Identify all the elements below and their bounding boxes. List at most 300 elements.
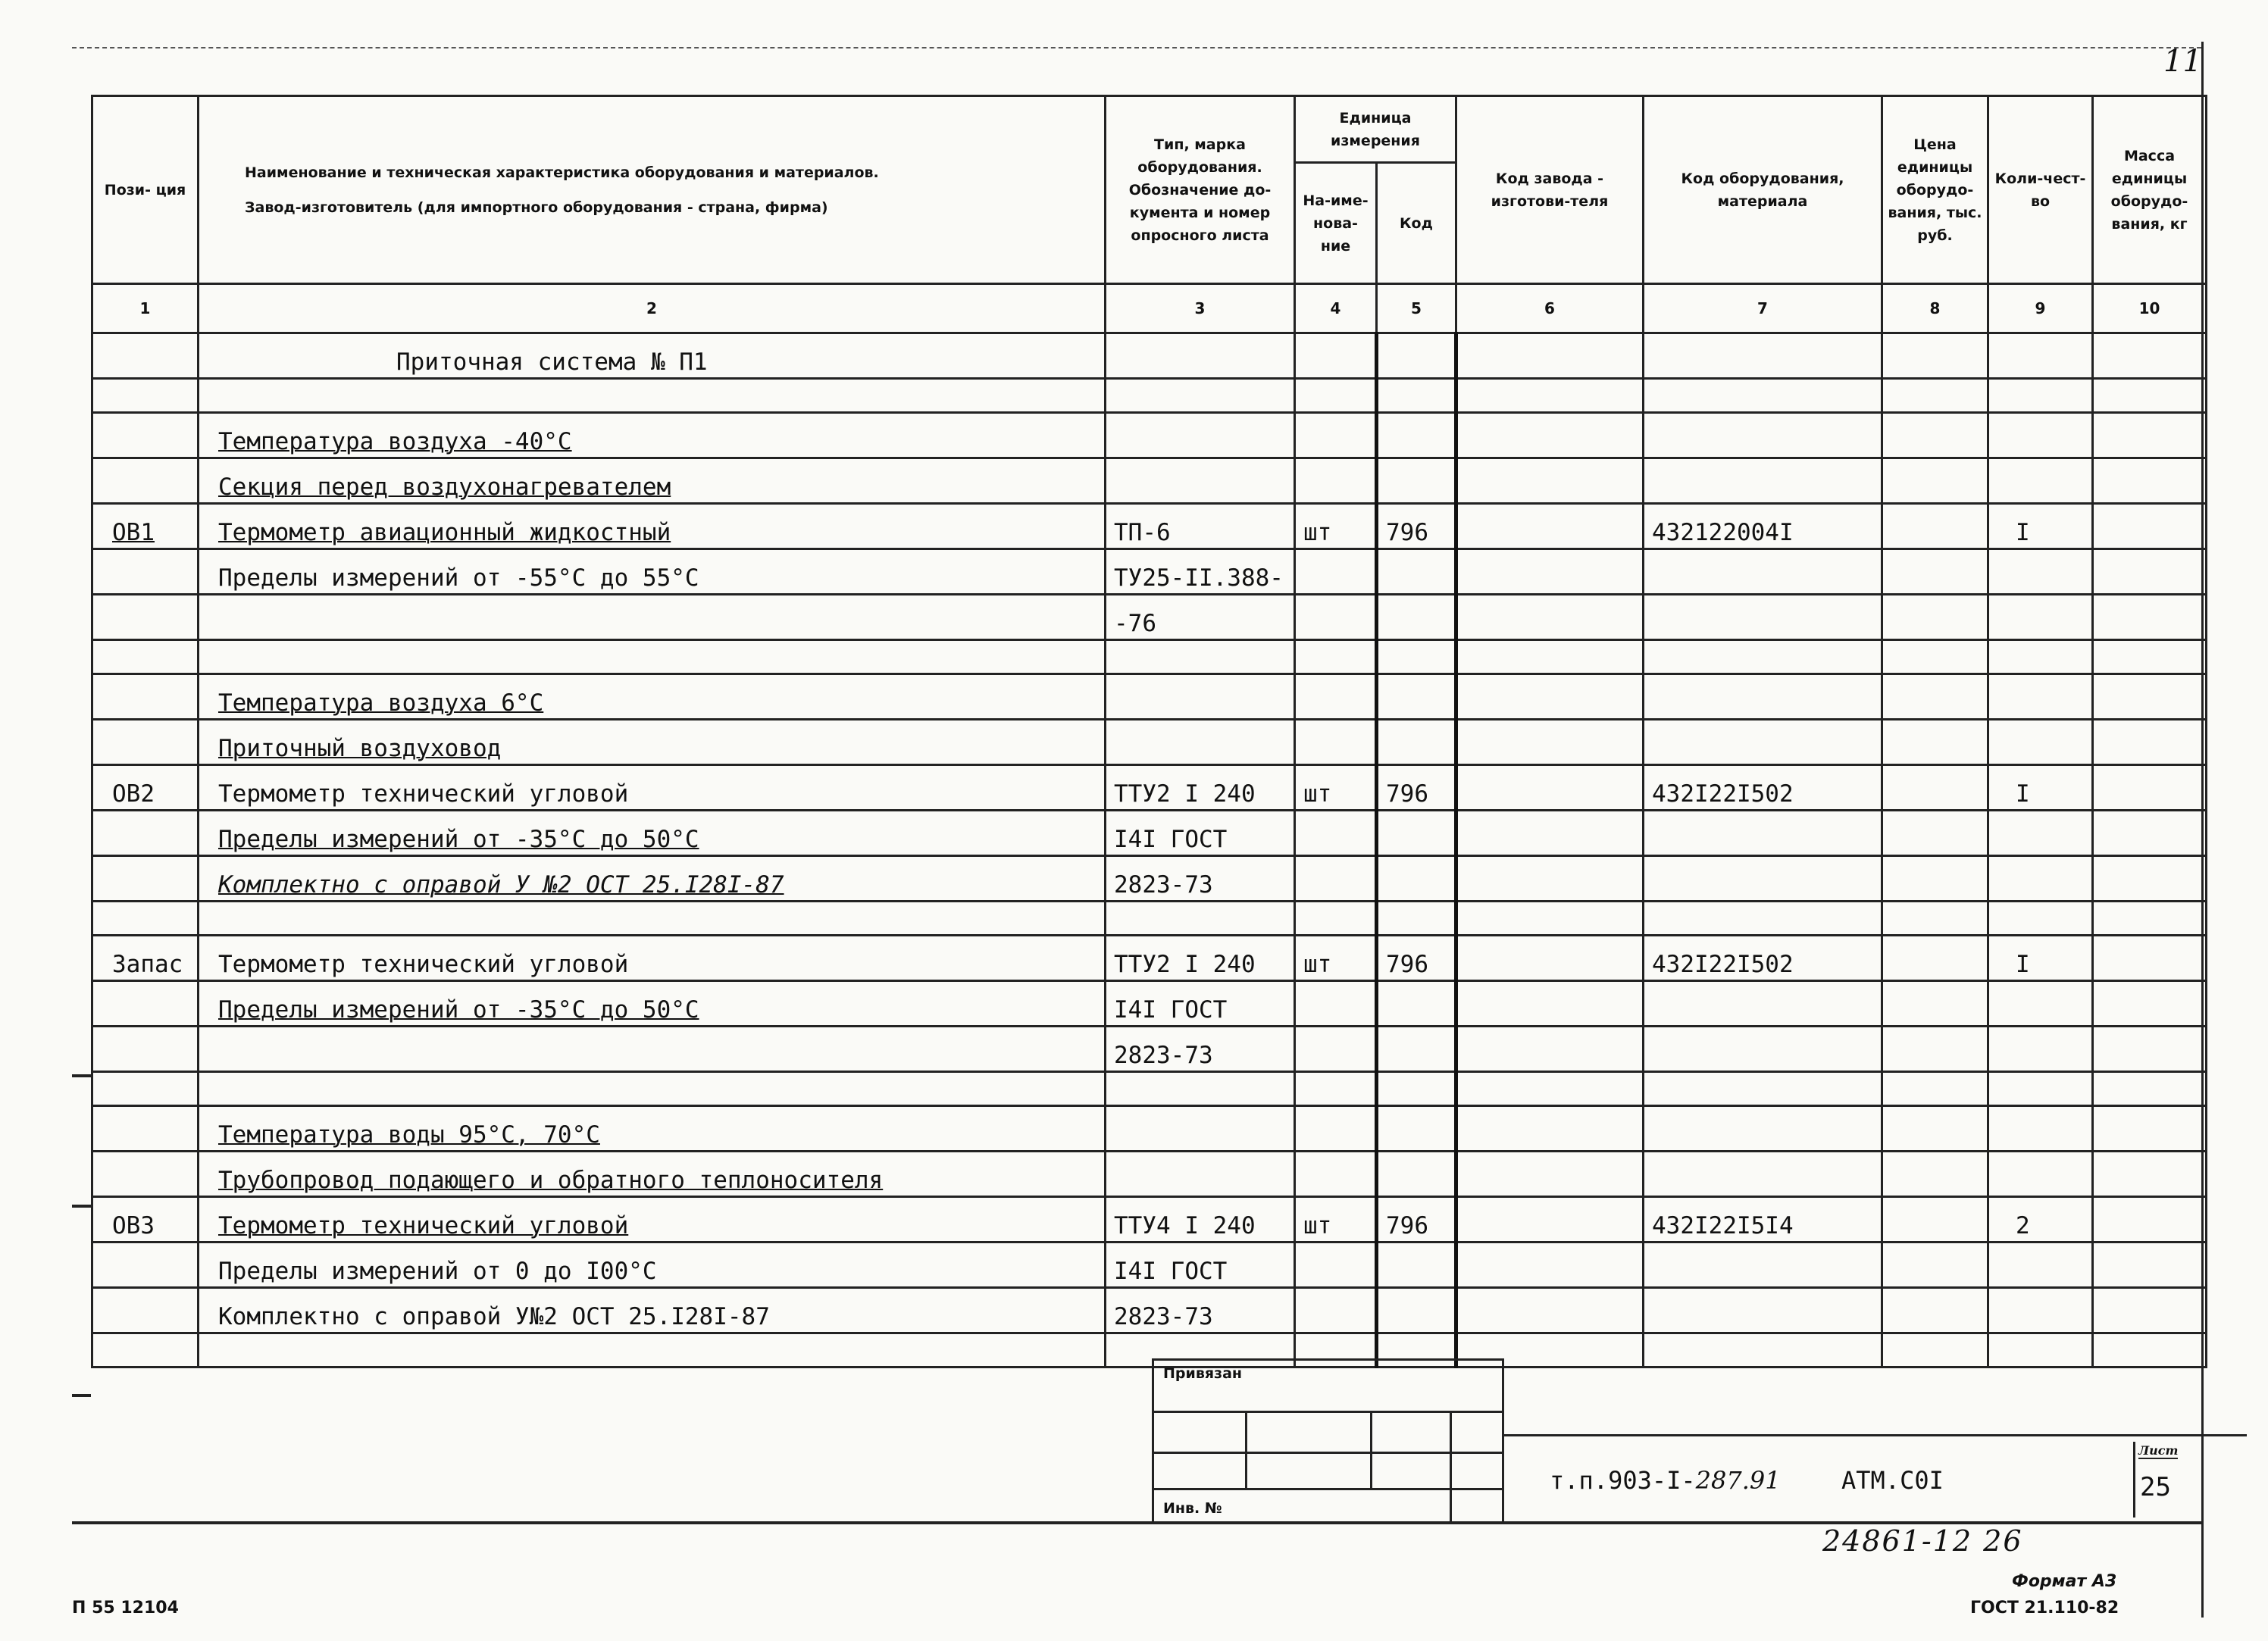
- quantity-cell: I: [1988, 504, 2093, 549]
- table-row: [92, 1106, 2207, 1152]
- mass-cell: [2093, 981, 2207, 1027]
- name-cell: Температура воздуха -40°С: [199, 413, 1106, 458]
- type-cell: [1106, 902, 1295, 936]
- type-cell: I4I ГОСТ: [1106, 1242, 1295, 1288]
- table-row: [92, 1152, 2207, 1197]
- equipment-code-cell: [1644, 1106, 1882, 1152]
- unit-cell: [1295, 1152, 1377, 1197]
- factory-code-cell: [1456, 595, 1644, 640]
- type-cell: ТТУ2 I 240: [1106, 936, 1295, 981]
- document-prefix: т.п.903-I-: [1550, 1466, 1696, 1495]
- mass-cell: [2093, 1288, 2207, 1333]
- equipment-code-cell: [1644, 595, 1882, 640]
- unit-code-cell: [1377, 1288, 1456, 1333]
- price-cell: [1882, 1197, 1988, 1242]
- equipment-code-cell: 432I22I502: [1644, 765, 1882, 811]
- quantity-cell: [1988, 1152, 2093, 1197]
- factory-code-cell: [1456, 458, 1644, 504]
- equipment-code-cell: [1644, 413, 1882, 458]
- factory-code-cell: [1456, 981, 1644, 1027]
- mass-cell: [2093, 504, 2207, 549]
- name-cell: [199, 640, 1106, 674]
- quantity-cell: I: [1988, 765, 2093, 811]
- header-unit-group: Единица измерения: [1295, 96, 1456, 163]
- factory-code-cell: [1456, 549, 1644, 595]
- table-row: [92, 902, 2207, 936]
- type-cell: [1106, 379, 1295, 413]
- position-cell: [92, 413, 199, 458]
- equipment-code-cell: 432122004I: [1644, 504, 1882, 549]
- position-cell: [92, 458, 199, 504]
- type-cell: 2823-73: [1106, 1027, 1295, 1072]
- price-cell: [1882, 1242, 1988, 1288]
- column-number: 10: [2093, 284, 2207, 333]
- position-cell: [92, 1072, 199, 1106]
- name-cell: Комплектно с оправой У№2 ОСТ 25.I28I-87: [199, 1288, 1106, 1333]
- column-number: 8: [1882, 284, 1988, 333]
- type-cell: [1106, 674, 1295, 720]
- unit-code-cell: 796: [1377, 936, 1456, 981]
- quantity-cell: I: [1988, 936, 2093, 981]
- equipment-code-cell: 432I22I5I4: [1644, 1197, 1882, 1242]
- table-row: [92, 1288, 2207, 1333]
- equipment-code-cell: [1644, 902, 1882, 936]
- name-cell: Пределы измерений от 0 до I00°С: [199, 1242, 1106, 1288]
- price-cell: [1882, 981, 1988, 1027]
- factory-code-cell: [1456, 1027, 1644, 1072]
- unit-cell: [1295, 549, 1377, 595]
- position-cell: [92, 674, 199, 720]
- factory-code-cell: [1456, 674, 1644, 720]
- price-cell: [1882, 1288, 1988, 1333]
- position-cell: [92, 1106, 199, 1152]
- document-number: [1550, 1466, 1781, 1495]
- type-cell: ТТУ2 I 240: [1106, 765, 1295, 811]
- margin-tick: [72, 1074, 91, 1077]
- sheet-number: 25: [2140, 1472, 2171, 1502]
- name-cell: Пределы измерений от -35°С до 50°С: [199, 981, 1106, 1027]
- factory-code-cell: [1456, 1242, 1644, 1288]
- unit-code-cell: 796: [1377, 765, 1456, 811]
- factory-code-cell: [1456, 811, 1644, 856]
- factory-code-cell: [1456, 504, 1644, 549]
- quantity-cell: [1988, 674, 2093, 720]
- header-unit-code: Код: [1377, 163, 1456, 284]
- table-row: [92, 458, 2207, 504]
- unit-code-cell: [1377, 549, 1456, 595]
- unit-cell: [1295, 981, 1377, 1027]
- price-cell: [1882, 1152, 1988, 1197]
- factory-code-cell: [1456, 1152, 1644, 1197]
- unit-cell: [1295, 674, 1377, 720]
- unit-cell: [1295, 413, 1377, 458]
- position-cell: [92, 1152, 199, 1197]
- title-block: [1152, 1358, 2268, 1521]
- equipment-code-cell: [1644, 1027, 1882, 1072]
- corner-mark: 11: [2163, 44, 2202, 79]
- column-number-row: [92, 284, 2207, 333]
- unit-cell: [1295, 1288, 1377, 1333]
- equipment-code-cell: [1644, 549, 1882, 595]
- quantity-cell: [1988, 379, 2093, 413]
- header-unit-name: На-име-нова-ние: [1295, 163, 1377, 284]
- position-cell: [92, 981, 199, 1027]
- name-cell: [199, 1027, 1106, 1072]
- type-cell: [1106, 720, 1295, 765]
- type-cell: ТУ25-II.388-: [1106, 549, 1295, 595]
- name-cell: Термометр технический угловой: [199, 1197, 1106, 1242]
- type-cell: [1106, 333, 1295, 379]
- unit-cell: [1295, 458, 1377, 504]
- mass-cell: [2093, 1197, 2207, 1242]
- table-row: [92, 674, 2207, 720]
- position-cell: [92, 1333, 199, 1368]
- column-number: 6: [1456, 284, 1644, 333]
- document-code: АТМ.С0I: [1841, 1466, 1944, 1495]
- quantity-cell: [1988, 811, 2093, 856]
- sheet-label: Лист: [2138, 1443, 2179, 1458]
- name-cell: [199, 379, 1106, 413]
- price-cell: [1882, 595, 1988, 640]
- header-position: Пози- ция: [92, 96, 199, 284]
- column-number: 9: [1988, 284, 2093, 333]
- name-cell: Приточный воздуховод: [199, 720, 1106, 765]
- unit-cell: [1295, 640, 1377, 674]
- table-row: [92, 981, 2207, 1027]
- stamp-line: [1450, 1411, 1452, 1524]
- unit-cell: [1295, 1242, 1377, 1288]
- factory-code-cell: [1456, 765, 1644, 811]
- equipment-code-cell: [1644, 674, 1882, 720]
- price-cell: [1882, 379, 1988, 413]
- stamp-line: [1245, 1411, 1247, 1488]
- name-cell: Трубопровод подающего и обратного теплоносителя: [199, 1152, 1106, 1197]
- type-cell: [1106, 1106, 1295, 1152]
- gost-label: ГОСТ 21.110-82: [1970, 1599, 2119, 1618]
- unit-cell: шт: [1295, 936, 1377, 981]
- price-cell: [1882, 504, 1988, 549]
- mass-cell: [2093, 1106, 2207, 1152]
- mass-cell: [2093, 1242, 2207, 1288]
- unit-cell: [1295, 720, 1377, 765]
- position-cell: [92, 379, 199, 413]
- table-row: [92, 1072, 2207, 1106]
- equipment-code-cell: [1644, 720, 1882, 765]
- column-number: 5: [1377, 284, 1456, 333]
- factory-code-cell: [1456, 902, 1644, 936]
- mass-cell: [2093, 333, 2207, 379]
- quantity-cell: [1988, 1027, 2093, 1072]
- position-cell: [92, 902, 199, 936]
- header-quantity: Коли-чест-во: [1988, 96, 2093, 284]
- quantity-cell: [1988, 720, 2093, 765]
- unit-cell: [1295, 1106, 1377, 1152]
- table-row: [92, 936, 2207, 981]
- unit-cell: [1295, 595, 1377, 640]
- table-row: [92, 333, 2207, 379]
- table-row: [92, 640, 2207, 674]
- mass-cell: [2093, 640, 2207, 674]
- header-name: [199, 96, 1106, 284]
- mass-cell: [2093, 379, 2207, 413]
- equipment-code-cell: [1644, 856, 1882, 902]
- equipment-code-cell: [1644, 1242, 1882, 1288]
- margin-tick: [72, 1394, 91, 1397]
- equipment-code-cell: [1644, 811, 1882, 856]
- price-cell: [1882, 674, 1988, 720]
- mass-cell: [2093, 674, 2207, 720]
- unit-code-cell: [1377, 981, 1456, 1027]
- price-cell: [1882, 902, 1988, 936]
- type-cell: [1106, 640, 1295, 674]
- unit-cell: [1295, 1027, 1377, 1072]
- unit-code-cell: [1377, 720, 1456, 765]
- type-cell: -76: [1106, 595, 1295, 640]
- unit-code-cell: [1377, 1072, 1456, 1106]
- price-cell: [1882, 856, 1988, 902]
- position-cell: [92, 856, 199, 902]
- mass-cell: [2093, 720, 2207, 765]
- name-cell: Комплектно с оправой У №2 ОСТ 25.I28I-87: [199, 856, 1106, 902]
- mass-cell: [2093, 1072, 2207, 1106]
- unit-code-cell: [1377, 674, 1456, 720]
- equipment-code-cell: 432I22I502: [1644, 936, 1882, 981]
- factory-code-cell: [1456, 333, 1644, 379]
- bound-label: Привязан: [1163, 1365, 1243, 1382]
- unit-cell: [1295, 902, 1377, 936]
- price-cell: [1882, 1027, 1988, 1072]
- factory-code-cell: [1456, 1072, 1644, 1106]
- name-cell: Термометр технический угловой: [199, 936, 1106, 981]
- header-type: Тип, марка оборудования. Обозначение до-кумента и номер опросного листа: [1106, 96, 1295, 284]
- position-cell: [92, 1027, 199, 1072]
- table-row: [92, 720, 2207, 765]
- header-mass: Масса единицы оборудо-вания, кг: [2093, 96, 2207, 284]
- position-cell: ОВ1: [92, 504, 199, 549]
- equipment-code-cell: [1644, 981, 1882, 1027]
- quantity-cell: [1988, 549, 2093, 595]
- price-cell: [1882, 720, 1988, 765]
- mass-cell: [2093, 765, 2207, 811]
- quantity-cell: [1988, 1106, 2093, 1152]
- position-cell: [92, 1288, 199, 1333]
- factory-code-cell: [1456, 379, 1644, 413]
- header-factory-code: Код завода - изготови-теля: [1456, 96, 1644, 284]
- unit-cell: [1295, 379, 1377, 413]
- mass-cell: [2093, 811, 2207, 856]
- stamp-line: [1504, 1434, 2247, 1436]
- name-cell: Пределы измерений от -35°С до 50°С: [199, 811, 1106, 856]
- type-cell: [1106, 413, 1295, 458]
- column-number: 2: [199, 284, 1106, 333]
- mass-cell: [2093, 549, 2207, 595]
- position-cell: [92, 1242, 199, 1288]
- quantity-cell: [1988, 413, 2093, 458]
- inventory-label: Инв. №: [1163, 1500, 1222, 1517]
- position-cell: [92, 595, 199, 640]
- table-row: [92, 413, 2207, 458]
- factory-code-cell: [1456, 413, 1644, 458]
- unit-cell: [1295, 856, 1377, 902]
- table-row: [92, 811, 2207, 856]
- unit-code-cell: 796: [1377, 504, 1456, 549]
- mass-cell: [2093, 902, 2207, 936]
- unit-code-cell: 796: [1377, 1197, 1456, 1242]
- column-number: 3: [1106, 284, 1295, 333]
- factory-code-cell: [1456, 1197, 1644, 1242]
- binding-box: [1152, 1358, 1504, 1521]
- mass-cell: [2093, 595, 2207, 640]
- mass-cell: [2093, 1152, 2207, 1197]
- stamp-line: [1370, 1411, 1372, 1488]
- name-cell: Приточная система № П1: [199, 333, 1106, 379]
- header-name-line1: Наименование и техническая характеристика оборудования и материалов.: [245, 164, 879, 181]
- price-cell: [1882, 765, 1988, 811]
- position-cell: [92, 549, 199, 595]
- unit-code-cell: [1377, 379, 1456, 413]
- equipment-code-cell: [1644, 379, 1882, 413]
- quantity-cell: [1988, 458, 2093, 504]
- mass-cell: [2093, 413, 2207, 458]
- mass-cell: [2093, 856, 2207, 902]
- type-cell: [1106, 458, 1295, 504]
- name-cell: Термометр авиационный жидкостный: [199, 504, 1106, 549]
- name-cell: Термометр технический угловой: [199, 765, 1106, 811]
- type-cell: [1106, 1152, 1295, 1197]
- unit-cell: шт: [1295, 504, 1377, 549]
- factory-code-cell: [1456, 640, 1644, 674]
- position-cell: [92, 333, 199, 379]
- unit-code-cell: [1377, 458, 1456, 504]
- unit-code-cell: [1377, 1106, 1456, 1152]
- equipment-code-cell: [1644, 458, 1882, 504]
- margin-tick: [72, 1205, 91, 1208]
- unit-cell: [1295, 811, 1377, 856]
- factory-code-cell: [1456, 1106, 1644, 1152]
- inventory-number-handwritten: 24861-12 26: [1822, 1524, 2023, 1558]
- equipment-code-cell: [1644, 333, 1882, 379]
- sheet-box: [2133, 1442, 2192, 1518]
- equipment-code-cell: [1644, 640, 1882, 674]
- unit-code-cell: [1377, 1027, 1456, 1072]
- type-cell: [1106, 1072, 1295, 1106]
- equipment-code-cell: [1644, 1072, 1882, 1106]
- name-cell: [199, 902, 1106, 936]
- name-cell: Секция перед воздухонагревателем: [199, 458, 1106, 504]
- quantity-cell: [1988, 1288, 2093, 1333]
- price-cell: [1882, 1072, 1988, 1106]
- quantity-cell: [1988, 902, 2093, 936]
- table-row: [92, 1197, 2207, 1242]
- position-cell: [92, 720, 199, 765]
- quantity-cell: [1988, 333, 2093, 379]
- top-dashed-line: [72, 47, 2201, 48]
- column-number: 1: [92, 284, 199, 333]
- name-cell: [199, 1072, 1106, 1106]
- header-price: Цена единицы оборудо-вания, тыс. руб.: [1882, 96, 1988, 284]
- unit-code-cell: [1377, 1152, 1456, 1197]
- mass-cell: [2093, 458, 2207, 504]
- mass-cell: [2093, 936, 2207, 981]
- table-row: [92, 1242, 2207, 1288]
- price-cell: [1882, 413, 1988, 458]
- print-code: П 55 12104: [72, 1599, 179, 1618]
- header-name-line2: Завод-изготовитель (для импортного оборудования - страна, фирма): [245, 198, 828, 216]
- type-cell: I4I ГОСТ: [1106, 811, 1295, 856]
- unit-cell: [1295, 1072, 1377, 1106]
- table-row: [92, 549, 2207, 595]
- position-cell: Запас: [92, 936, 199, 981]
- column-number: 7: [1644, 284, 1882, 333]
- unit-code-cell: [1377, 413, 1456, 458]
- unit-code-cell: [1377, 1242, 1456, 1288]
- table-body: [92, 333, 2207, 1368]
- document-handwritten: 287.91: [1695, 1466, 1781, 1495]
- quantity-cell: [1988, 981, 2093, 1027]
- type-cell: ТТУ4 I 240: [1106, 1197, 1295, 1242]
- name-cell: Пределы измерений от -55°С до 55°С: [199, 549, 1106, 595]
- name-cell: Температура воздуха 6°С: [199, 674, 1106, 720]
- table-row: [92, 504, 2207, 549]
- factory-code-cell: [1456, 720, 1644, 765]
- specification-table: [91, 95, 2207, 1368]
- price-cell: [1882, 1106, 1988, 1152]
- equipment-code-cell: [1644, 1152, 1882, 1197]
- table-row: [92, 1027, 2207, 1072]
- quantity-cell: [1988, 856, 2093, 902]
- price-cell: [1882, 333, 1988, 379]
- table-row: [92, 595, 2207, 640]
- unit-code-cell: [1377, 333, 1456, 379]
- price-cell: [1882, 640, 1988, 674]
- factory-code-cell: [1456, 856, 1644, 902]
- unit-code-cell: [1377, 811, 1456, 856]
- quantity-cell: [1988, 1242, 2093, 1288]
- name-cell: [199, 1333, 1106, 1368]
- table-row: [92, 856, 2207, 902]
- table-row: [92, 765, 2207, 811]
- position-cell: [92, 811, 199, 856]
- factory-code-cell: [1456, 1288, 1644, 1333]
- header-equipment-code: Код оборудования, материала: [1644, 96, 1882, 284]
- position-cell: ОВ3: [92, 1197, 199, 1242]
- price-cell: [1882, 811, 1988, 856]
- unit-code-cell: [1377, 902, 1456, 936]
- quantity-cell: [1988, 595, 2093, 640]
- type-cell: ТП-6: [1106, 504, 1295, 549]
- table-row: [92, 379, 2207, 413]
- column-number: 4: [1295, 284, 1377, 333]
- equipment-code-cell: [1644, 1288, 1882, 1333]
- position-cell: ОВ2: [92, 765, 199, 811]
- position-cell: [92, 640, 199, 674]
- type-cell: I4I ГОСТ: [1106, 981, 1295, 1027]
- unit-cell: шт: [1295, 1197, 1377, 1242]
- unit-code-cell: [1377, 856, 1456, 902]
- quantity-cell: [1988, 640, 2093, 674]
- type-cell: 2823-73: [1106, 1288, 1295, 1333]
- format-label: Формат А3: [2012, 1572, 2117, 1591]
- price-cell: [1882, 549, 1988, 595]
- unit-cell: шт: [1295, 765, 1377, 811]
- unit-cell: [1295, 333, 1377, 379]
- type-cell: 2823-73: [1106, 856, 1295, 902]
- factory-code-cell: [1456, 936, 1644, 981]
- price-cell: [1882, 458, 1988, 504]
- name-cell: Температура воды 95°С, 70°С: [199, 1106, 1106, 1152]
- quantity-cell: [1988, 1072, 2093, 1106]
- unit-code-cell: [1377, 595, 1456, 640]
